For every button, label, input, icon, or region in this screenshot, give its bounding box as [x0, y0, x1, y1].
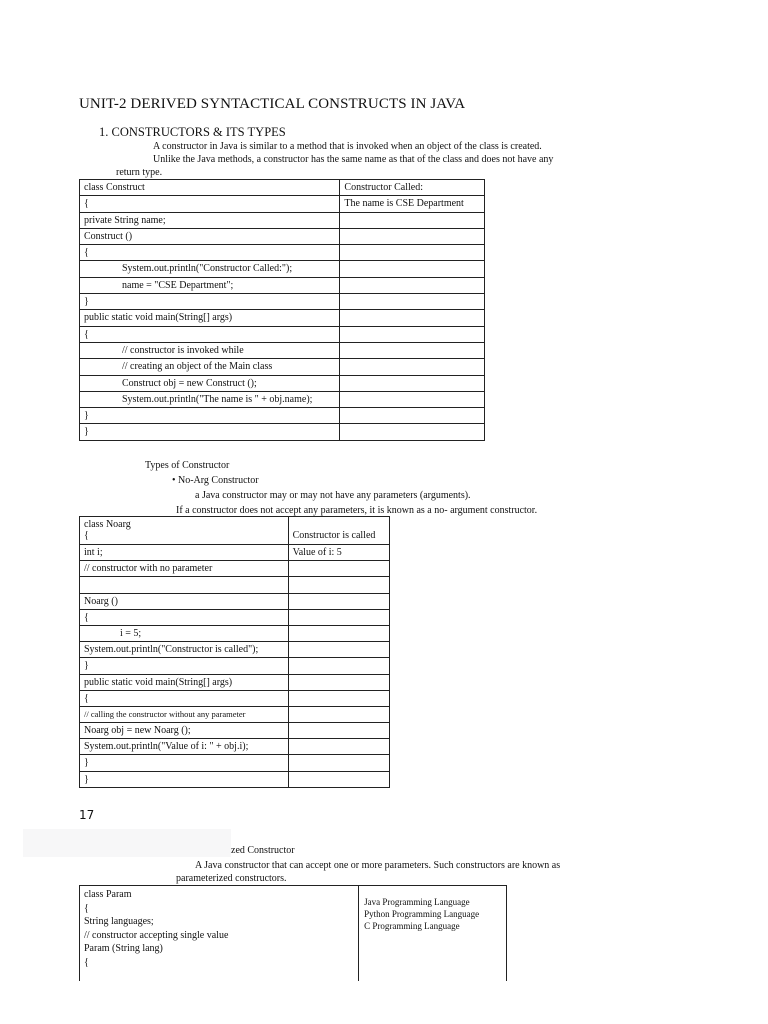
output-cell [288, 739, 389, 755]
table-row [80, 674, 390, 690]
table-row [80, 294, 485, 310]
param-desc-2: parameterized constructors. [176, 873, 287, 884]
output-cell [288, 642, 389, 658]
table-row [80, 375, 485, 391]
code-line: // constructor accepting single value [84, 929, 229, 941]
output-cell [288, 706, 389, 722]
table-row [80, 739, 390, 755]
output-cell [288, 577, 389, 593]
output-cell [340, 375, 485, 391]
table-row [80, 577, 390, 593]
intro-line-3: return type. [116, 167, 163, 178]
table-row [80, 642, 390, 658]
output-cell [340, 424, 485, 440]
code-cell: // calling the constructor without any parameter [80, 706, 289, 722]
table-row [80, 391, 485, 407]
table-row [80, 424, 485, 440]
output-cell [288, 658, 389, 674]
code-cell: Construct () [80, 228, 340, 244]
code-cell: System.out.println("Constructor is called"); [80, 642, 289, 658]
table-row [80, 755, 390, 771]
output-line: C Programming Language [364, 921, 460, 931]
construct-example-table [79, 179, 485, 441]
output-cell [340, 391, 485, 407]
code-cell: // constructor is invoked while [80, 342, 340, 358]
output-cell [340, 245, 485, 261]
output-cell: Constructor Called: [340, 180, 485, 196]
table-row [80, 690, 390, 706]
table-row [80, 180, 485, 196]
table-row [80, 261, 485, 277]
table-row [80, 228, 485, 244]
code-cell: class Noarg { [80, 517, 289, 545]
table-row [80, 625, 390, 641]
code-line: class Param [84, 889, 132, 900]
output-cell [288, 593, 389, 609]
code-cell: Noarg obj = new Noarg (); [80, 723, 289, 739]
output-cell: Value of i: 5 [288, 545, 389, 561]
code-cell: private String name; [80, 212, 340, 228]
output-cell [359, 886, 507, 982]
code-cell: } [80, 424, 340, 440]
table-row [80, 277, 485, 293]
output-cell [340, 277, 485, 293]
output-cell [340, 408, 485, 424]
output-cell [288, 609, 389, 625]
code-cell: { [80, 326, 340, 342]
page-number: 17 [79, 808, 95, 822]
code-cell: } [80, 658, 289, 674]
table-row [80, 310, 485, 326]
table-row [80, 212, 485, 228]
code-cell: name = "CSE Department"; [80, 277, 340, 293]
output-cell [288, 625, 389, 641]
code-cell: } [80, 755, 289, 771]
code-cell: System.out.println("The name is " + obj.name); [80, 391, 340, 407]
param-example-table [79, 885, 507, 981]
table-row [80, 408, 485, 424]
output-cell [288, 690, 389, 706]
intro-line-1: A constructor in Java is similar to a method that is invoked when an object of the class is created. [153, 141, 542, 152]
output-cell [340, 212, 485, 228]
code-cell [80, 886, 359, 982]
output-cell [288, 755, 389, 771]
code-cell: } [80, 408, 340, 424]
code-cell: // creating an object of the Main class [80, 359, 340, 375]
table-row [80, 245, 485, 261]
table-row [80, 886, 507, 982]
table-row [80, 342, 485, 358]
code-cell: } [80, 294, 340, 310]
output-cell: Constructor is called [288, 517, 389, 545]
redaction-overlay [23, 829, 231, 857]
noarg-example-table [79, 516, 390, 788]
output-cell [340, 294, 485, 310]
code-line: Param (String lang) [84, 943, 163, 954]
code-cell: public static void main(String[] args) [80, 310, 340, 326]
table-row [80, 561, 390, 577]
code-line: String languages; [84, 916, 154, 927]
output-cell [340, 310, 485, 326]
noarg-desc-2: If a constructor does not accept any parameters, it is known as a no- argument constructor. [176, 505, 538, 516]
code-cell: System.out.println("Value of i: " + obj.i); [80, 739, 289, 755]
code-cell [80, 577, 289, 593]
output-cell [340, 342, 485, 358]
table-row [80, 658, 390, 674]
output-cell [340, 359, 485, 375]
code-cell: { [80, 245, 340, 261]
output-cell [288, 674, 389, 690]
table-row [80, 196, 485, 212]
code-cell: } [80, 771, 289, 787]
table-row [80, 723, 390, 739]
output-cell [340, 228, 485, 244]
section-heading-constructors: 1. CONSTRUCTORS & ITS TYPES [99, 125, 286, 139]
parameterized-constructor-heading: zed Constructor [231, 845, 295, 856]
code-cell: public static void main(String[] args) [80, 674, 289, 690]
code-cell: System.out.println("Constructor Called:"); [80, 261, 340, 277]
code-cell: // constructor with no parameter [80, 561, 289, 577]
intro-line-2: Unlike the Java methods, a constructor has the same name as that of the class and does not have any [153, 154, 554, 165]
code-line: { [84, 902, 89, 914]
output-cell [288, 771, 389, 787]
output-cell [288, 723, 389, 739]
output-cell: The name is CSE Department [340, 196, 485, 212]
noarg-bullet: • No-Arg Constructor [172, 475, 259, 486]
output-cell [340, 326, 485, 342]
table-row [80, 545, 390, 561]
output-cell [288, 561, 389, 577]
code-cell: i = 5; [80, 625, 289, 641]
code-cell: int i; [80, 545, 289, 561]
table-row [80, 517, 390, 545]
types-of-constructor-heading: Types of Constructor [145, 460, 230, 471]
page-title: UNIT-2 DERIVED SYNTACTICAL CONSTRUCTS IN JAVA [79, 96, 466, 112]
param-desc-1: A Java constructor that can accept one or more parameters. Such constructors are known as [195, 860, 561, 871]
code-line: { [84, 956, 89, 968]
code-cell: class Construct [80, 180, 340, 196]
table-row [80, 326, 485, 342]
table-row [80, 593, 390, 609]
table-row [80, 359, 485, 375]
code-cell: { [80, 609, 289, 625]
code-cell: { [80, 196, 340, 212]
table-row [80, 706, 390, 722]
noarg-desc-1: a Java constructor may or may not have any parameters (arguments). [195, 490, 471, 501]
table-row [80, 609, 390, 625]
output-cell [340, 261, 485, 277]
output-line: Python Programming Language [364, 909, 480, 919]
output-line: Java Programming Language [364, 897, 470, 907]
code-cell: Noarg () [80, 593, 289, 609]
table-row [80, 771, 390, 787]
code-cell: Construct obj = new Construct (); [80, 375, 340, 391]
code-cell: { [80, 690, 289, 706]
